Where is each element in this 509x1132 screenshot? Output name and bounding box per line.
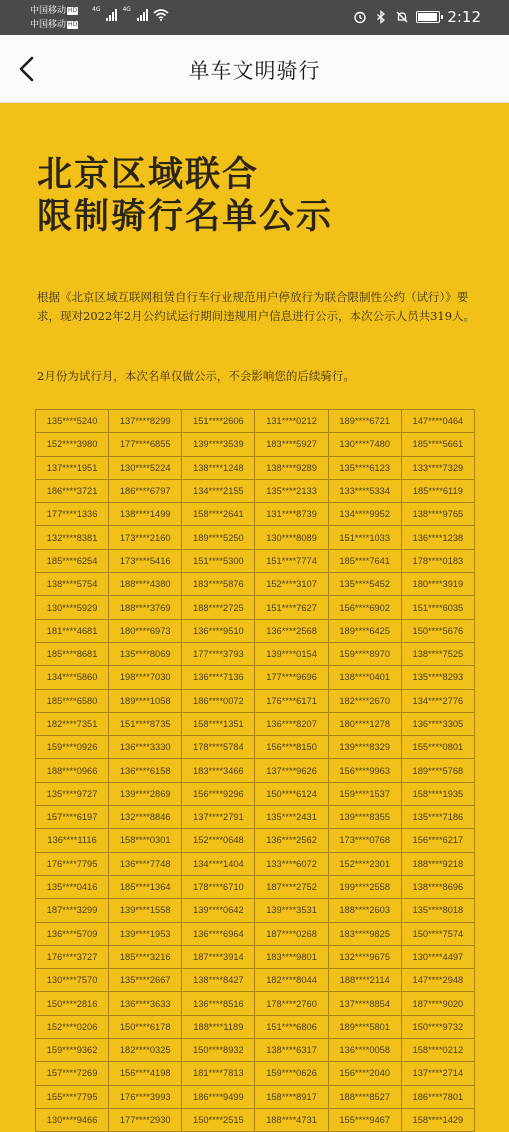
table-cell: 177****2930 bbox=[109, 1108, 182, 1131]
table-cell: 189****5768 bbox=[401, 759, 474, 782]
table-cell: 137****2791 bbox=[182, 806, 255, 829]
table-cell: 185****8681 bbox=[36, 642, 109, 665]
table-cell: 185****6580 bbox=[36, 689, 109, 712]
table-cell: 186****6797 bbox=[109, 479, 182, 502]
table-cell: 150****2515 bbox=[182, 1108, 255, 1131]
table-cell: 136****6158 bbox=[109, 759, 182, 782]
table-cell: 183****3466 bbox=[182, 759, 255, 782]
table-cell: 156****4198 bbox=[109, 1062, 182, 1085]
table-cell: 185****1364 bbox=[109, 875, 182, 898]
table-row bbox=[36, 922, 475, 945]
table-row bbox=[36, 1108, 475, 1131]
nav-bar bbox=[0, 35, 509, 103]
table-cell: 130****8089 bbox=[255, 526, 328, 549]
table-cell: 159****8970 bbox=[328, 642, 401, 665]
table-cell: 147****0464 bbox=[401, 410, 474, 433]
table-row bbox=[36, 806, 475, 829]
table-cell: 130****5224 bbox=[109, 456, 182, 479]
table-cell: 189****1058 bbox=[109, 689, 182, 712]
table-cell: 130****7480 bbox=[328, 433, 401, 456]
table-cell: 156****6902 bbox=[328, 596, 401, 619]
table-cell: 135****2431 bbox=[255, 806, 328, 829]
table-cell: 138****6317 bbox=[255, 1039, 328, 1062]
table-cell: 159****9362 bbox=[36, 1039, 109, 1062]
signal-indicators bbox=[92, 6, 169, 21]
table-cell: 134****5860 bbox=[36, 666, 109, 689]
table-row bbox=[36, 899, 475, 922]
table-cell: 176****7795 bbox=[36, 852, 109, 875]
table-cell: 158****1429 bbox=[401, 1108, 474, 1131]
headline bbox=[37, 154, 333, 238]
table-row bbox=[36, 969, 475, 992]
table-cell: 139****0642 bbox=[182, 899, 255, 922]
table-cell: 138****7525 bbox=[401, 642, 474, 665]
carrier-1: 中国移动 bbox=[30, 6, 67, 16]
table-cell: 183****9801 bbox=[255, 945, 328, 968]
table-cell: 135****8293 bbox=[401, 666, 474, 689]
table-cell: 187****3299 bbox=[36, 899, 109, 922]
table-cell: 135****7186 bbox=[401, 806, 474, 829]
table-cell: 180****6973 bbox=[109, 619, 182, 642]
headline-line-1: 北京区域联合 bbox=[37, 155, 260, 195]
table-row bbox=[36, 1085, 475, 1108]
table-cell: 155****7795 bbox=[36, 1085, 109, 1108]
table-cell: 150****6178 bbox=[109, 1015, 182, 1038]
table-cell: 133****6072 bbox=[255, 852, 328, 875]
table-cell: 136****7748 bbox=[109, 852, 182, 875]
table-cell: 151****1033 bbox=[328, 526, 401, 549]
table-cell: 136****9510 bbox=[182, 619, 255, 642]
page-title: 单车文明骑行 bbox=[188, 59, 321, 83]
table-cell: 178****2760 bbox=[255, 992, 328, 1015]
table-cell: 135****0416 bbox=[36, 875, 109, 898]
table-cell: 138****8696 bbox=[401, 875, 474, 898]
table-cell: 151****8735 bbox=[109, 712, 182, 735]
trial-note: 2月份为试行月，本次名单仅做公示，不会影响您的后续骑行。 bbox=[37, 369, 355, 383]
table-cell: 186****9499 bbox=[182, 1085, 255, 1108]
table-cell: 136****8207 bbox=[255, 712, 328, 735]
table-cell: 151****6035 bbox=[401, 596, 474, 619]
table-row bbox=[36, 875, 475, 898]
table-cell: 155****0801 bbox=[401, 736, 474, 759]
table-cell: 139****8355 bbox=[328, 806, 401, 829]
table-cell: 189****5250 bbox=[182, 526, 255, 549]
table-cell: 176****3727 bbox=[36, 945, 109, 968]
table-cell: 137****2714 bbox=[401, 1062, 474, 1085]
table-row bbox=[36, 666, 475, 689]
table-cell: 187****9020 bbox=[401, 992, 474, 1015]
network-type: 4G bbox=[122, 6, 131, 13]
table-cell: 151****7627 bbox=[255, 596, 328, 619]
hd-badge: HD bbox=[68, 20, 78, 28]
battery-level bbox=[418, 13, 437, 21]
table-cell: 186****0072 bbox=[182, 689, 255, 712]
table-cell: 189****5801 bbox=[328, 1015, 401, 1038]
table-row bbox=[36, 619, 475, 642]
table-cell: 136****3633 bbox=[109, 992, 182, 1015]
table-cell: 138****9765 bbox=[401, 503, 474, 526]
table-cell: 183****9825 bbox=[328, 922, 401, 945]
table-cell: 187****0268 bbox=[255, 922, 328, 945]
table-row bbox=[36, 992, 475, 1015]
bell-off-icon bbox=[395, 10, 409, 24]
table-cell: 150****2816 bbox=[36, 992, 109, 1015]
table-cell: 136****8516 bbox=[182, 992, 255, 1015]
table-row bbox=[36, 852, 475, 875]
table-cell: 177****3793 bbox=[182, 642, 255, 665]
table-cell: 136****3330 bbox=[109, 736, 182, 759]
table-cell: 138****0401 bbox=[328, 666, 401, 689]
table-cell: 137****1951 bbox=[36, 456, 109, 479]
table-cell: 185****3216 bbox=[109, 945, 182, 968]
table-cell: 133****7329 bbox=[401, 456, 474, 479]
table-cell: 139****8329 bbox=[328, 736, 401, 759]
table-cell: 157****7269 bbox=[36, 1062, 109, 1085]
table-cell: 187****2752 bbox=[255, 875, 328, 898]
table-row bbox=[36, 829, 475, 852]
battery-icon bbox=[416, 11, 440, 23]
table-cell: 156****9963 bbox=[328, 759, 401, 782]
table-row bbox=[36, 526, 475, 549]
table-cell: 177****6855 bbox=[109, 433, 182, 456]
table-cell: 139****3539 bbox=[182, 433, 255, 456]
table-cell: 158****0212 bbox=[401, 1039, 474, 1062]
table-cell: 135****9727 bbox=[36, 782, 109, 805]
table-cell: 185****7641 bbox=[328, 549, 401, 572]
headline-line-2: 限制骑行名单公示 bbox=[37, 197, 334, 237]
table-row bbox=[36, 456, 475, 479]
table-row bbox=[36, 503, 475, 526]
table-cell: 158****0301 bbox=[109, 829, 182, 852]
table-cell: 185****5661 bbox=[401, 433, 474, 456]
table-cell: 151****2606 bbox=[182, 410, 255, 433]
table-cell: 156****2040 bbox=[328, 1062, 401, 1085]
network-type: 4G bbox=[92, 6, 101, 13]
carrier-2: 中国移动 bbox=[30, 20, 67, 30]
table-cell: 188****2603 bbox=[328, 899, 401, 922]
table-cell: 136****7136 bbox=[182, 666, 255, 689]
table-cell: 138****5754 bbox=[36, 573, 109, 596]
table-cell: 186****7801 bbox=[401, 1085, 474, 1108]
status-bar bbox=[0, 0, 509, 35]
table-cell: 189****6425 bbox=[328, 619, 401, 642]
table-row bbox=[36, 549, 475, 572]
table-cell: 132****9675 bbox=[328, 945, 401, 968]
table-cell: 180****1278 bbox=[328, 712, 401, 735]
table-cell: 150****9732 bbox=[401, 1015, 474, 1038]
table-row bbox=[36, 759, 475, 782]
table-cell: 136****6964 bbox=[182, 922, 255, 945]
restricted-users-table bbox=[35, 409, 475, 1132]
table-cell: 188****2725 bbox=[182, 596, 255, 619]
table-row bbox=[36, 479, 475, 502]
table-cell: 139****1953 bbox=[109, 922, 182, 945]
table-cell: 158****1935 bbox=[401, 782, 474, 805]
table-row bbox=[36, 782, 475, 805]
table-cell: 156****9296 bbox=[182, 782, 255, 805]
table-row bbox=[36, 410, 475, 433]
table-cell: 137****8299 bbox=[109, 410, 182, 433]
table-cell: 136****2568 bbox=[255, 619, 328, 642]
table-cell: 180****3919 bbox=[401, 573, 474, 596]
table-cell: 137****8854 bbox=[328, 992, 401, 1015]
table-row bbox=[36, 573, 475, 596]
table-cell: 188****4731 bbox=[255, 1108, 328, 1131]
table-cell: 135****5452 bbox=[328, 573, 401, 596]
table-cell: 134****9952 bbox=[328, 503, 401, 526]
wifi-icon bbox=[153, 9, 169, 21]
table-cell: 150****5676 bbox=[401, 619, 474, 642]
notice-paragraph: 根据《北京区域互联网租赁自行车行业规范用户停放行为联合限制性公约（试行）》要求，现对2022年2月公约试运行期间违规用户信息进行公示，本次公示人员共319人。 bbox=[37, 290, 476, 323]
table-cell: 173****0768 bbox=[328, 829, 401, 852]
table-cell: 151****6806 bbox=[255, 1015, 328, 1038]
table-cell: 158****2641 bbox=[182, 503, 255, 526]
table-cell: 198****7030 bbox=[109, 666, 182, 689]
table-cell: 188****8527 bbox=[328, 1085, 401, 1108]
table-cell: 147****2948 bbox=[401, 969, 474, 992]
table-cell: 138****8427 bbox=[182, 969, 255, 992]
table-cell: 182****7351 bbox=[36, 712, 109, 735]
table-row bbox=[36, 945, 475, 968]
table-cell: 178****5784 bbox=[182, 736, 255, 759]
table-cell: 176****6171 bbox=[255, 689, 328, 712]
table-cell: 134****2776 bbox=[401, 689, 474, 712]
status-icons bbox=[353, 8, 481, 26]
table-cell: 138****1499 bbox=[109, 503, 182, 526]
table-cell: 183****5876 bbox=[182, 573, 255, 596]
table-cell: 185****6119 bbox=[401, 479, 474, 502]
table-cell: 185****6254 bbox=[36, 549, 109, 572]
table-cell: 173****2160 bbox=[109, 526, 182, 549]
table-row bbox=[36, 1015, 475, 1038]
table-cell: 132****8846 bbox=[109, 806, 182, 829]
table-cell: 159****0626 bbox=[255, 1062, 328, 1085]
table-cell: 151****7774 bbox=[255, 549, 328, 572]
table-cell: 150****8932 bbox=[182, 1039, 255, 1062]
table-cell: 188****3769 bbox=[109, 596, 182, 619]
table-cell: 138****1248 bbox=[182, 456, 255, 479]
table-cell: 130****5929 bbox=[36, 596, 109, 619]
table-cell: 152****3107 bbox=[255, 573, 328, 596]
table-cell: 181****4681 bbox=[36, 619, 109, 642]
signal-bars-icon bbox=[106, 9, 117, 21]
table-cell: 188****4380 bbox=[109, 573, 182, 596]
table-cell: 139****1558 bbox=[109, 899, 182, 922]
table-cell: 136****1238 bbox=[401, 526, 474, 549]
table-row bbox=[36, 736, 475, 759]
table-cell: 173****5416 bbox=[109, 549, 182, 572]
table-cell: 188****1189 bbox=[182, 1015, 255, 1038]
table-cell: 135****5240 bbox=[36, 410, 109, 433]
table-cell: 135****2667 bbox=[109, 969, 182, 992]
table-cell: 135****8018 bbox=[401, 899, 474, 922]
clock: 2:12 bbox=[447, 8, 481, 26]
bluetooth-icon bbox=[374, 10, 388, 24]
table-cell: 151****5300 bbox=[182, 549, 255, 572]
table-row bbox=[36, 433, 475, 456]
table-cell: 156****8150 bbox=[255, 736, 328, 759]
table-cell: 188****0966 bbox=[36, 759, 109, 782]
table-cell: 152****3980 bbox=[36, 433, 109, 456]
table-cell: 136****5709 bbox=[36, 922, 109, 945]
signal-bars-icon bbox=[137, 9, 148, 21]
table-cell: 176****3993 bbox=[109, 1085, 182, 1108]
table-cell: 158****8917 bbox=[255, 1085, 328, 1108]
table-cell: 159****0926 bbox=[36, 736, 109, 759]
notice-content[interactable] bbox=[0, 104, 509, 1126]
table-cell: 131****0212 bbox=[255, 410, 328, 433]
table-row bbox=[36, 596, 475, 619]
hd-badge: HD bbox=[68, 6, 78, 14]
table-cell: 199****2558 bbox=[328, 875, 401, 898]
table-row bbox=[36, 712, 475, 735]
table-cell: 150****7574 bbox=[401, 922, 474, 945]
table-cell: 134****1404 bbox=[182, 852, 255, 875]
table-cell: 135****6123 bbox=[328, 456, 401, 479]
table-cell: 178****6710 bbox=[182, 875, 255, 898]
table-cell: 181****7813 bbox=[182, 1062, 255, 1085]
table-cell: 134****2155 bbox=[182, 479, 255, 502]
table-cell: 136****0058 bbox=[328, 1039, 401, 1062]
table-cell: 178****0183 bbox=[401, 549, 474, 572]
table-cell: 136****3305 bbox=[401, 712, 474, 735]
table-row bbox=[36, 1062, 475, 1085]
table-cell: 183****5927 bbox=[255, 433, 328, 456]
table-cell: 130****9466 bbox=[36, 1108, 109, 1131]
table-cell: 152****0206 bbox=[36, 1015, 109, 1038]
table-cell: 136****2562 bbox=[255, 829, 328, 852]
table-cell: 150****6124 bbox=[255, 782, 328, 805]
table-cell: 159****1537 bbox=[328, 782, 401, 805]
table-cell: 133****5334 bbox=[328, 479, 401, 502]
table-cell: 182****0325 bbox=[109, 1039, 182, 1062]
table-cell: 138****9289 bbox=[255, 456, 328, 479]
table-cell: 135****2133 bbox=[255, 479, 328, 502]
table-cell: 152****0648 bbox=[182, 829, 255, 852]
table-cell: 131****8739 bbox=[255, 503, 328, 526]
table-cell: 139****0154 bbox=[255, 642, 328, 665]
table-row bbox=[36, 689, 475, 712]
table-cell: 139****3531 bbox=[255, 899, 328, 922]
table-cell: 189****6721 bbox=[328, 410, 401, 433]
carrier-info bbox=[30, 4, 78, 32]
table-cell: 152****2301 bbox=[328, 852, 401, 875]
table-cell: 130****4497 bbox=[401, 945, 474, 968]
alarm-icon bbox=[353, 10, 367, 24]
table-cell: 188****9218 bbox=[401, 852, 474, 875]
table-cell: 182****8044 bbox=[255, 969, 328, 992]
table-cell: 135****8069 bbox=[109, 642, 182, 665]
table-cell: 130****7570 bbox=[36, 969, 109, 992]
table-cell: 188****2114 bbox=[328, 969, 401, 992]
table-cell: 155****9467 bbox=[328, 1108, 401, 1131]
table-cell: 132****8381 bbox=[36, 526, 109, 549]
table-cell: 186****3721 bbox=[36, 479, 109, 502]
table-cell: 157****6197 bbox=[36, 806, 109, 829]
table-cell: 182****2670 bbox=[328, 689, 401, 712]
table-cell: 156****6217 bbox=[401, 829, 474, 852]
table-cell: 158****1351 bbox=[182, 712, 255, 735]
table-cell: 177****1336 bbox=[36, 503, 109, 526]
table-row bbox=[36, 1039, 475, 1062]
table-cell: 187****3914 bbox=[182, 945, 255, 968]
table-row bbox=[36, 642, 475, 665]
table-cell: 177****9696 bbox=[255, 666, 328, 689]
table-cell: 136****1116 bbox=[36, 829, 109, 852]
table-cell: 139****2869 bbox=[109, 782, 182, 805]
table-cell: 137****9626 bbox=[255, 759, 328, 782]
